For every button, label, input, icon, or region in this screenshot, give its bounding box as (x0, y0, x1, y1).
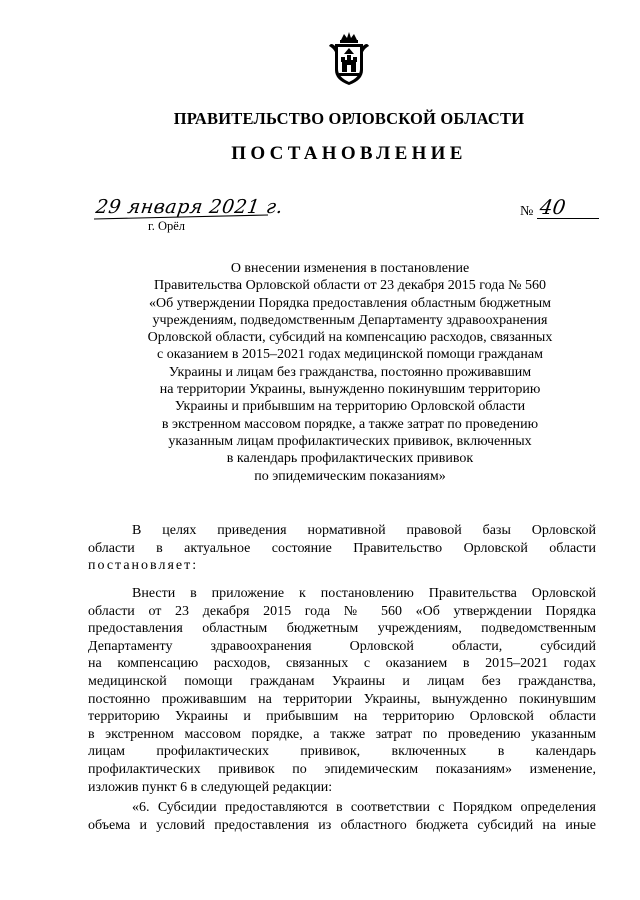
body-line: постоянно проживавшим на территории Украины, вынужденно покинувшим (88, 691, 596, 707)
subject-line: Украины и прибывшим на территорию Орловской области (174, 399, 526, 415)
quote-line: «6. Субсидии предоставляются в соответствии с Порядком определения (132, 800, 596, 815)
body-line: области от 23 декабря 2015 года № 560 «Об утверждении Порядка (88, 603, 596, 619)
document-type-title: ПОСТАНОВЛЕНИЕ (231, 143, 467, 164)
handwritten-number: 40 (538, 195, 568, 219)
organization-title: ПРАВИТЕЛЬСТВО ОРЛОВСКОЙ ОБЛАСТИ (173, 109, 525, 128)
document-subject (100, 260, 600, 485)
body-line: медицинской помощи гражданам Украины и лицам без гражданства, (88, 673, 596, 689)
body-line: территорию Украины и прибывшим на территорию Орловской области (88, 709, 596, 725)
handwritten-date: 29 января 2021 г. (94, 196, 285, 218)
subject-line: указанным лицам профилактических прививок, включенных (168, 433, 532, 449)
number-label: № (520, 204, 534, 219)
preamble-line: области в актуальное состояние Правительство Орловской области (88, 540, 596, 556)
number-underline (537, 218, 599, 219)
body-line: профилактических прививок по эпидемическим показаниям» изменение, (88, 761, 596, 777)
body-line: Внести в приложение к постановлению Правительства Орловской (132, 586, 596, 601)
preamble-decree-word: постановляет: (88, 558, 199, 574)
subject-line: с оказанием в 2015–2021 годах медицинской помощи гражданам (157, 347, 543, 363)
body-line: Департаменту здравоохранения Орловской области, субсидий (88, 638, 596, 654)
operative-paragraph (88, 585, 596, 796)
body-line: лицам профилактических прививок, включенных в календарь (88, 744, 596, 760)
body-line: в экстренном массовом порядке, а также затрат по проведению указанным (88, 726, 596, 742)
body-line: на компенсацию расходов, связанных с оказанием в 2015–2021 годах (88, 656, 596, 672)
subject-line: Украины и лицам без гражданства, постоянно проживавшим (168, 364, 532, 380)
coat-of-arms-icon (327, 30, 371, 86)
subject-line: Орловской области, субсидий на компенсацию расходов, связанных (147, 330, 553, 346)
subject-line: по эпидемическим показаниям» (254, 468, 446, 484)
body-line: предоставления областным бюджетным учреждениям, подведомственным (88, 621, 596, 637)
preamble-line: В целях приведения нормативной правовой базы Орловской (132, 523, 596, 538)
subject-line: О внесении изменения в постановление (230, 261, 470, 276)
subject-line: в календарь профилактических прививок (226, 451, 474, 467)
quote-line: объема и условий предоставления из областного бюджета субсидий на иные (88, 817, 596, 833)
subject-line: Правительства Орловской области от 23 декабря 2015 года № 560 (154, 278, 546, 294)
quoted-paragraph (88, 799, 596, 834)
subject-line: в экстренном массовом порядке, а также затрат по проведению (161, 416, 539, 432)
subject-line: «Об утверждении Порядка предоставления областным бюджетным (149, 295, 551, 311)
subject-line: учреждениям, подведомственным Департаменту здравоохранения (152, 312, 548, 328)
subject-line: на территории Украины, вынужденно покинувшим территорию (159, 382, 541, 398)
city-label: г. Орёл (148, 219, 186, 233)
body-line: изложив пункт 6 в следующей редакции: (88, 779, 333, 795)
preamble-paragraph (88, 522, 596, 575)
